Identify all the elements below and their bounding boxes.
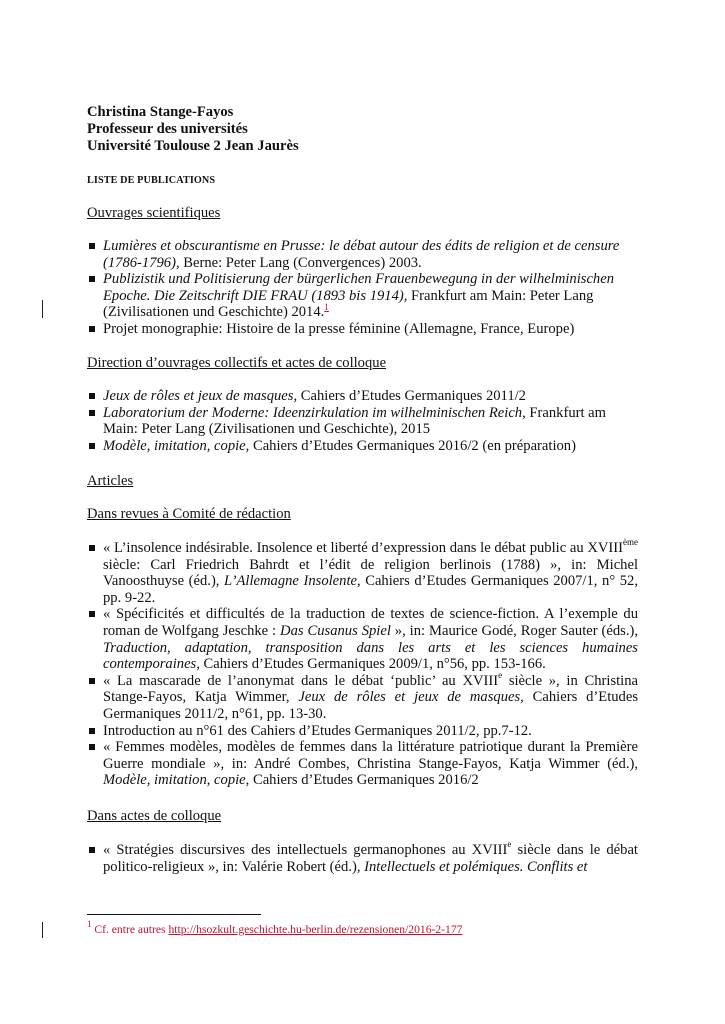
footnote-mark: 1 [87,919,92,930]
book-title: Das Cusanus Spiel [280,622,391,639]
list-item [87,739,638,789]
item-text: « Femmes modèles, modèles de femmes dans la littérature patriotique durant la Première Guerre mondiale », in: André Combes, Christina Stange-Fayos, Katja Wimmer (éd.), [103,739,638,772]
footnote-separator [87,914,261,915]
book-title: Laboratorium der Moderne: Ideenzirkulation im wilhelminischen Reich [103,404,523,421]
item-text: siècle », in Christina Stange-Fayos, Katja Wimmer, [103,672,639,706]
item-text: Introduction au n°61 des Cahiers d’Etudes Germaniques 2011/2, pp.7-12. [103,722,532,739]
journal-title: Traduction, adaptation, transposition dans les arts et les sciences humaines contemporaines, [103,639,638,673]
journal-title: L’Allemagne Insolente, [224,573,361,590]
item-text: siècle: Carl Friedrich Bahrdt et l’édit de religion berlinois (1788) », in: Michel Vanoosthuyse (éd.), [103,556,638,590]
item-text: Cahiers d’Etudes Germaniques 2009/1, n°56, pp. 153-166. [199,656,546,673]
superscript: e [507,839,512,850]
item-text: , Frankfurt am Main: Peter Lang (Zivilisationen und Geschichte), 2015 [103,404,607,438]
item-text: Projet monographie: Histoire de la presse féminine (Allemagne, France, Europe) [103,320,575,337]
change-bar [42,300,43,318]
footnote-reference-link[interactable]: 1 [324,301,329,312]
footnote [87,919,463,939]
author-name: Christina Stange-Fayos [87,104,234,120]
item-text: Frankfurt am Main: Peter Lang (Zivilisationen und Geschichte) 2014. [103,287,594,321]
item-text: Cahiers d’Etudes Germaniques 2007/1, n° 52, pp. 9-22. [103,573,638,606]
list-item [87,388,638,405]
list-item [87,238,638,271]
book-title: Jeux de rôles et jeux de masques, [103,388,298,404]
item-text: Cahiers d’Etudes Germaniques 2011/2, n°61, pp. 13-30. [103,689,638,722]
list-item [87,405,638,438]
book-title: Publizistik und Politisierung der bürgerlichen Frauenbewegung in der wilhelminischen Epoche. Die Zeitschrift DIE FRAU (1893 bis 1914), [103,271,614,304]
list-item [87,839,638,875]
book-title: Modèle, imitation, copie, [103,437,250,454]
item-text: « Spécificités et difficultés de la traduction de textes de science-fiction. A l’exemple du roman de Wolfgang Jeschke : [103,606,638,639]
list-item [87,271,638,321]
book-title: Lumières et obscurantisme en Prusse: le débat autour des édits de religion et de censure (1786-1796), [103,238,620,271]
section-heading-colloque: Dans actes de colloque [87,808,222,824]
item-text: « La mascarade de l’anonymat dans le débat ‘public’ au XVIII [103,672,499,689]
change-bar [42,922,43,938]
list-direction [87,388,638,454]
section-heading-ouvrages: Ouvrages scientifiques [87,205,221,221]
section-heading-articles: Articles [87,473,134,489]
superscript: ème [623,537,638,548]
item-text: « Stratégies discursives des intellectuels germanophones au XVIII [103,842,508,858]
book-title: Intellectuels et polémiques. Conflits et [364,858,588,875]
item-text: », in: Maurice Godé, Roger Sauter (éds.), [390,622,638,639]
section-heading-revues: Dans revues à Comité de rédaction [87,506,291,522]
list-item [87,537,638,606]
item-text: siècle dans le débat politico-religieux », in: Valérie Robert (éd.), [103,842,638,875]
journal-title: Modèle, imitation, copie [103,772,246,789]
list-item [87,438,638,455]
list-revues [87,537,639,789]
item-text: « L’insolence indésirable. Insolence et liberté d’expression dans le débat public au XVIII [103,540,623,556]
list-item [87,606,638,672]
section-heading-direction: Direction d’ouvrages collectifs et actes de colloque [87,355,387,371]
list-ouvrages [87,238,638,338]
list-item [87,321,638,338]
list-item [87,723,638,740]
list-colloque [87,839,638,875]
author-position: Professeur des universités [87,121,248,137]
author-university: Université Toulouse 2 Jean Jaurès [87,138,299,154]
item-text: Cahiers d’Etudes Germaniques 2011/2 [297,388,526,404]
list-title: LISTE DE PUBLICATIONS [87,175,216,186]
journal-title: Jeux de rôles et jeux de masques, [298,689,524,706]
item-text: Cahiers d’Etudes Germaniques 2016/2 (en préparation) [249,437,576,454]
footnote-text: Cf. entre autres [91,923,169,936]
author-block [87,104,299,155]
list-item [87,669,639,723]
footnote-url-link[interactable]: http://hsozkult.geschichte.hu-berlin.de/rezensionen/2016-2-177 [168,923,463,936]
superscript: e [498,669,503,680]
item-text: Berne: Peter Lang (Convergences) 2003. [179,254,422,271]
item-text: , Cahiers d’Etudes Germaniques 2016/2 [245,772,479,789]
